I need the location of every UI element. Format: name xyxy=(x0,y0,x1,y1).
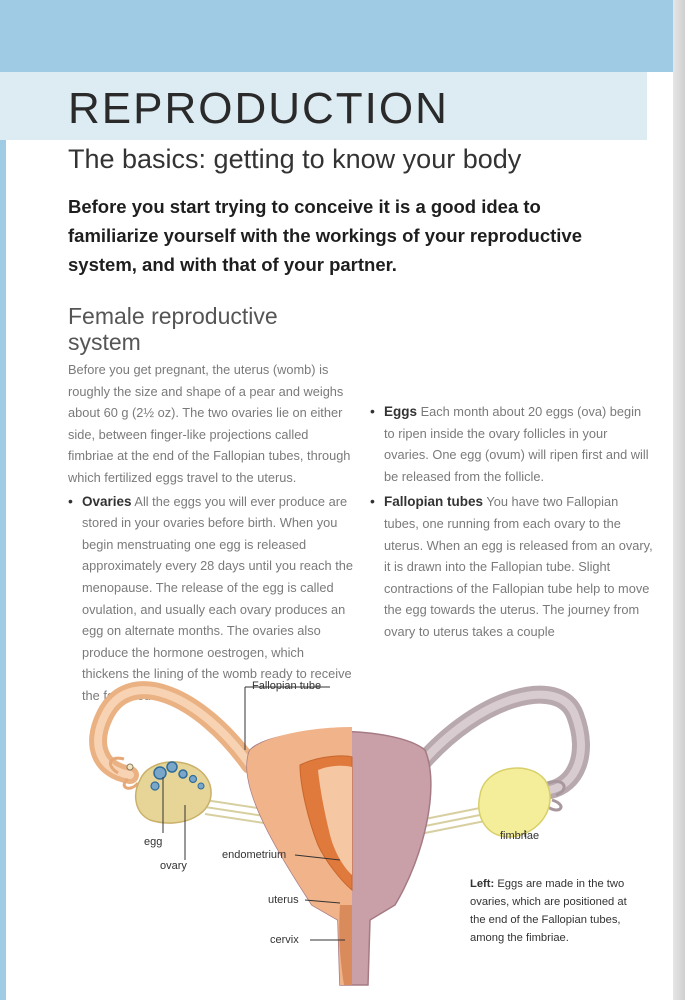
bullet-text: All the eggs you will ever produce are stored in your ovaries before birth. When you begin menstruating one egg is released approximately every 28 days until you reach the menopause. The release of the egg is called ovulation, and usually each ovary produces an egg on alternate months. The ovaries also produce the hormone oestrogen, which thickens the lining of the womb ready to receive the fertilized egg. xyxy=(82,493,354,703)
label-ovary: ovary xyxy=(160,860,187,872)
diagram-caption xyxy=(470,875,645,947)
intro-body-paragraph: Before you get pregnant, the uterus (womb) is roughly the size and shape of a pear and weighs about 60 g (2½ oz). The two ovaries lie on either side, between finger-like projections called fimbriae at the end of the Fallopian tubes, through which fertilized eggs travel to the uterus. xyxy=(68,362,351,485)
bullet-dot-icon: • xyxy=(370,493,375,510)
bullet-dot-icon: • xyxy=(68,492,73,509)
label-fimbriae: fimbriae xyxy=(500,830,540,842)
section-heading: Female reproductive system xyxy=(68,303,278,355)
bullet-fallopian-tubes xyxy=(370,491,655,642)
bullet-term: Eggs xyxy=(384,404,418,419)
caption-text: Eggs are made in the two ovaries, which are positioned at the end of the Fallopian tubes, among the fimbriae. xyxy=(470,878,627,944)
right-column xyxy=(370,313,655,643)
top-color-band xyxy=(0,0,685,72)
page-title: REPRODUCTION xyxy=(68,84,449,133)
reproductive-system-diagram xyxy=(0,655,685,1000)
label-cervix: cervix xyxy=(270,934,299,946)
label-uterus: uterus xyxy=(268,894,299,906)
bullet-term: Ovaries xyxy=(82,493,132,509)
label-fallopian-tube: Fallopian tube xyxy=(252,680,322,692)
bullet-text: Each month about 20 eggs (ova) begin to ripen inside the ovary follicles in your ovaries. One egg (ovum) will ripen first and will be released from the follicle. xyxy=(384,404,649,484)
bullet-eggs xyxy=(370,401,655,487)
caption-lead: Left: xyxy=(470,878,495,890)
page-subtitle: The basics: getting to know your body xyxy=(68,144,522,174)
left-column xyxy=(68,303,353,707)
ovary-right xyxy=(479,768,550,837)
bullet-term: Fallopian tubes xyxy=(384,494,484,510)
intro-paragraph: Before you start trying to conceive it is a good idea to familiarize yourself with the workings of your reproductive system, and with that of your partner. xyxy=(68,196,582,275)
label-endometrium: endometrium xyxy=(222,849,287,861)
bullet-text: You have two Fallopian tubes, one running from each ovary to the uterus. When an egg is released from an ovary, it is drawn into the Fallopian tube. Slight contractions of the Fallopian tube help to move the egg towards the uterus. The journey from ovary to uterus takes a couple xyxy=(384,494,653,639)
bullet-dot-icon: • xyxy=(370,403,375,419)
label-egg: egg xyxy=(144,836,163,848)
